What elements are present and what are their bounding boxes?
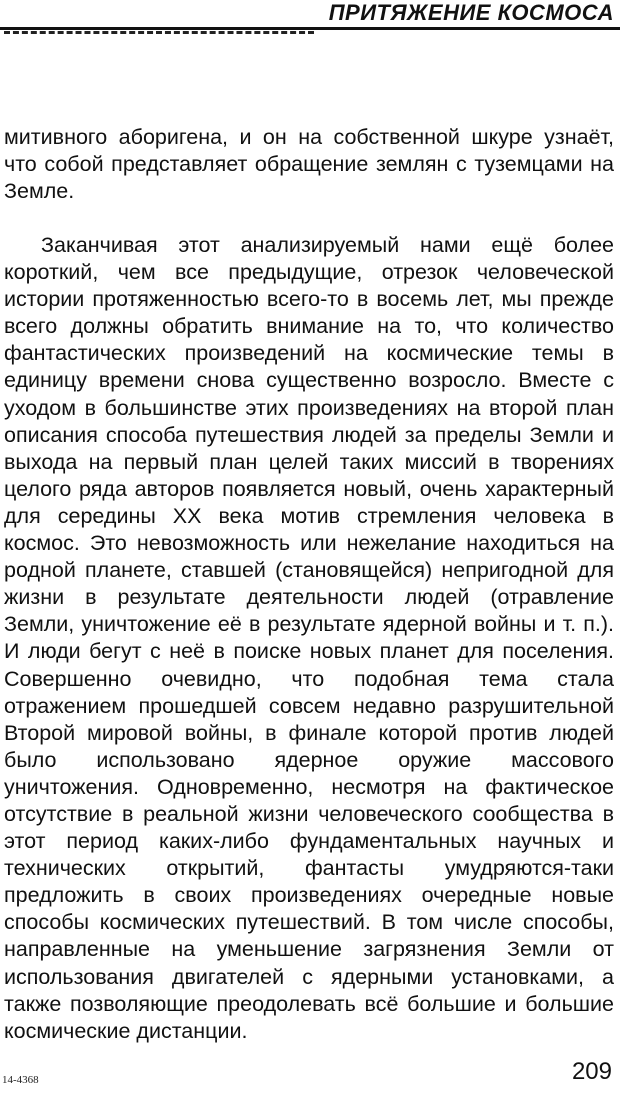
header-dashed-rule [4,31,314,34]
print-code: 14-4368 [2,1074,39,1086]
paragraph-continuation: митивного аборигена, и он на собственной шкуре узнаёт, что собой представляет обращение землян с туземцами на Земле. [4,125,614,204]
page-number: 209 [571,1058,612,1085]
page-header [0,0,620,40]
paragraph-main: Заканчивая этот анализируемый нами ещё более короткий, чем все предыдущие, отрезок человеческой истории протяженностью всего-то в восемь лет, мы прежде всего должны обратить внимание на то, что количество фантастических произведений на космические темы в единицу времени снова существенно возросло. Вместе с уходом в большинстве этих произведениях на второй план описания способа путешествия людей за пределы Земли и выхода на первый план целей таких миссий в творениях целого ряда авторов появляется новый, очень характерный для середины XX века мотив стремления человека в космос. Это невозможность или нежелание находиться на родной планете, ставшей (становящейся) непригодной для жизни в результате деятельности людей (отравление Земли, уничтожение её в результате ядерной войны и т. п.). И люди бегут с неё в поиске новых планет для поселения. Совершенно очевидно, что подобная тема стала отражением прошедшей совсем недавно разрушительной Второй мировой войны, в финале которой против людей было использовано ядерное оружие массового уничтожения. Одновременно, несмотря на фактическое отсутствие в реальной жизни человеческого сообщества в этот период каких-либо фундаментальных научных и технических открытий, фантасты умудряются-таки предложить в своих произведениях очередные новые способы космических путешествий. В том числе способы, направленные на уменьшение загрязнения Земли от использования двигателей с ядерными установками, а также позволяющие преодолевать всё большие и большие космические дистанции. [4,233,614,1043]
running-title: ПРИТЯЖЕНИЕ КОСМОСА [328,0,614,25]
header-rule [0,27,620,30]
